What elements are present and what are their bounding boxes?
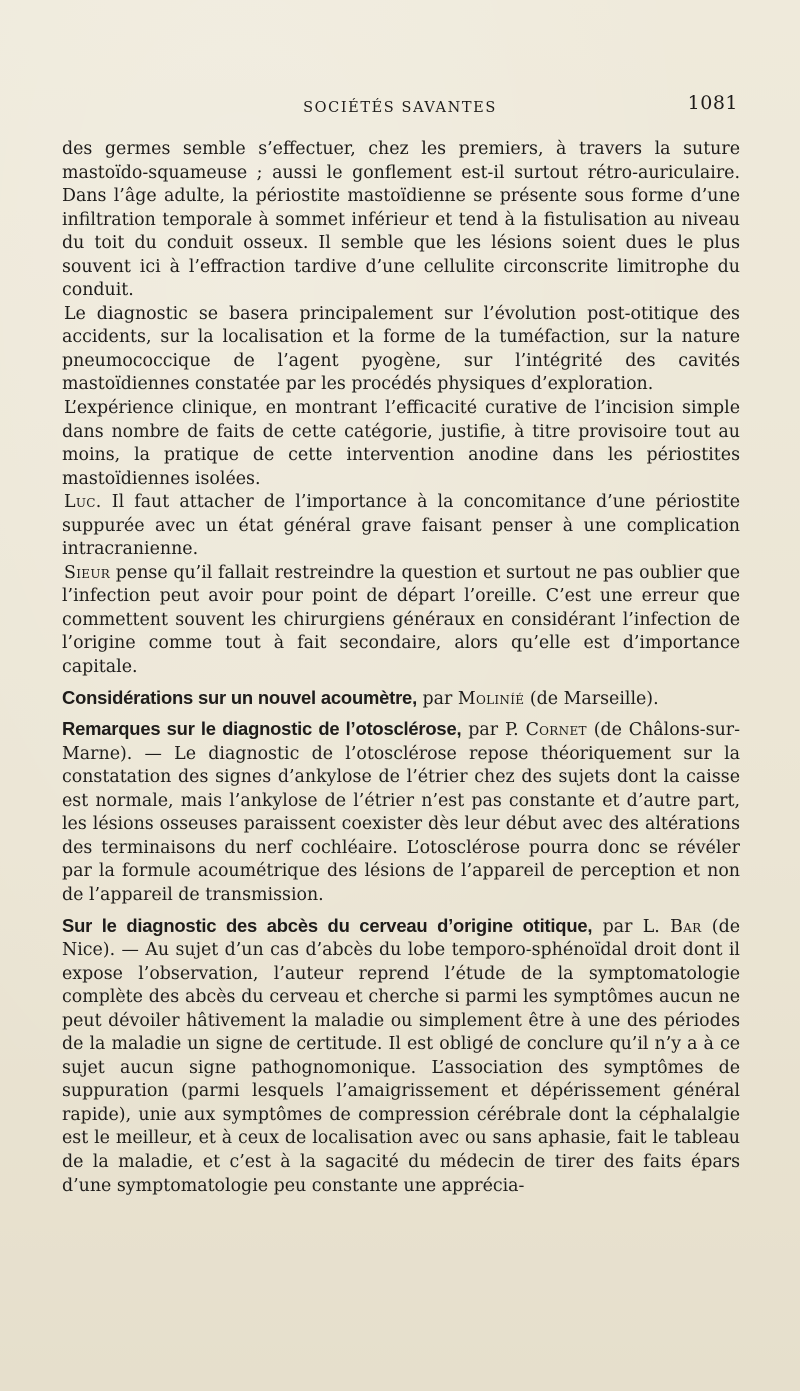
paragraph-luc (62, 491, 740, 562)
running-head: SOCIÉTÉS SAVANTES (303, 100, 497, 116)
section-place: (de Marseille). (529, 688, 659, 709)
page-header (62, 92, 738, 122)
section-text: (de Châlons-sur-Marne). — Le diagnostic de l’otosclérose repose théoriquement sur la constatation des signes d’ankylose de l’étrier chez des sujets dont la caisse est normale, mais l’ankylose de l’étrier n’est pas constante et d’autre part, les lésions osseuses paraissent coexister dès leur début avec des altérations des terminaisons du nerf cochléaire. L’otosclérose pourra donc se révéler par la formule acoumétrique des lésions de l’appareil de perception et non de l’appareil de transmission. (62, 720, 740, 905)
section-author: Bar (670, 916, 702, 937)
section-title: Remarques sur le diagnostic de l’otosclérose, (62, 718, 462, 740)
section-author: Cornet (525, 720, 587, 741)
paragraph-experience: L’expérience clinique, en montrant l’efficacité curative de l’incision simple dans nombre de faits de cette catégorie, justifie, à titre provisoire tout au moins, la pratique de cette intervention anodine dans les périostites mastoïdiennes isolées. (62, 398, 740, 489)
paragraph-continuation: des germes semble s’effectuer, chez les premiers, à travers la suture mastoïdo-squameuse ; aussi le gonflement est-il surtout rétro-auriculaire. Dans l’âge adulte, la périostite mastoïdienne se présente sous forme d’une infiltration temporale à sommet inférieur et tend à la fistulisation au niveau du toit du conduit osseux. Il semble que les lésions soient dues le plus souvent ici à l’effraction tardive d’une cellulite circonscrite limitrophe du conduit. (62, 139, 740, 301)
section-title: Considérations sur un nouvel acoumètre, (62, 686, 417, 708)
speaker-remark: Il faut attacher de l’importance à la concomitance d’une périostite suppurée avec un état général grave faisant penser à une complication intracranienne. (62, 492, 740, 560)
paragraph-diagnostic: Le diagnostic se basera principalement sur l’évolution post-otitique des accidents, sur la localisation et la forme de la tuméfaction, sur la nature pneumococcique de l’agent pyogène, sur l’intégrité des cavités mastoïdiennes constatée par les procédés physiques d’exploration. (62, 303, 740, 395)
speaker-remark: pense qu’il fallait restreindre la question et surtout ne pas oublier que l’infection peut avoir pour point de départ l’oreille. C’est une erreur que commettent souvent les chirurgiens généraux en considérant l’infection de l’origine comme tout à fait secondaire, alors qu’elle est d’importance capitale. (62, 562, 740, 678)
section-text: (de Nice). — Au sujet d’un cas d’abcès du lobe temporo-sphénoïdal droit dont il expose l’observation, l’auteur reprend l’étude de la symptomatologie complète des abcès du cerveau et cherche si parmi les symptômes aucun ne peut dévoiler hâtivement la maladie ou simplement être à une des périodes de la maladie un signe de certitude. Il est obligé de conclure qu’il n’y a à ce sujet aucun signe pathognomonique. L’association des symptômes de suppuration (parmi lesquels l’amaigrissement et dépérissement général rapide), unie aux symptômes de compression cérébrale dont la céphalalgie est le meilleur, et à ceux de localisation avec ou sans aphasie, fait le tableau de la maladie, et c’est à la sagacité du médecin de tirer des faits épars d’une symptomatologie peu constante une apprécia- (62, 916, 741, 1196)
page-number: 1081 (687, 92, 738, 114)
section-title: Sur le diagnostic des abcès du cerveau d’origine otitique, (62, 914, 593, 936)
section-byline: par P. (468, 720, 519, 741)
section-byline: par L. (602, 916, 660, 937)
section-acoumetre (62, 686, 740, 712)
section-author: Moliníé (457, 688, 525, 709)
article-body (62, 138, 740, 1198)
section-byline: par (422, 688, 453, 709)
section-abces (62, 914, 740, 1199)
speaker-name: Luc. (64, 492, 102, 513)
paragraph-sieur (62, 562, 740, 680)
section-otosclerose (62, 717, 740, 907)
speaker-name: Sieur (64, 562, 111, 583)
